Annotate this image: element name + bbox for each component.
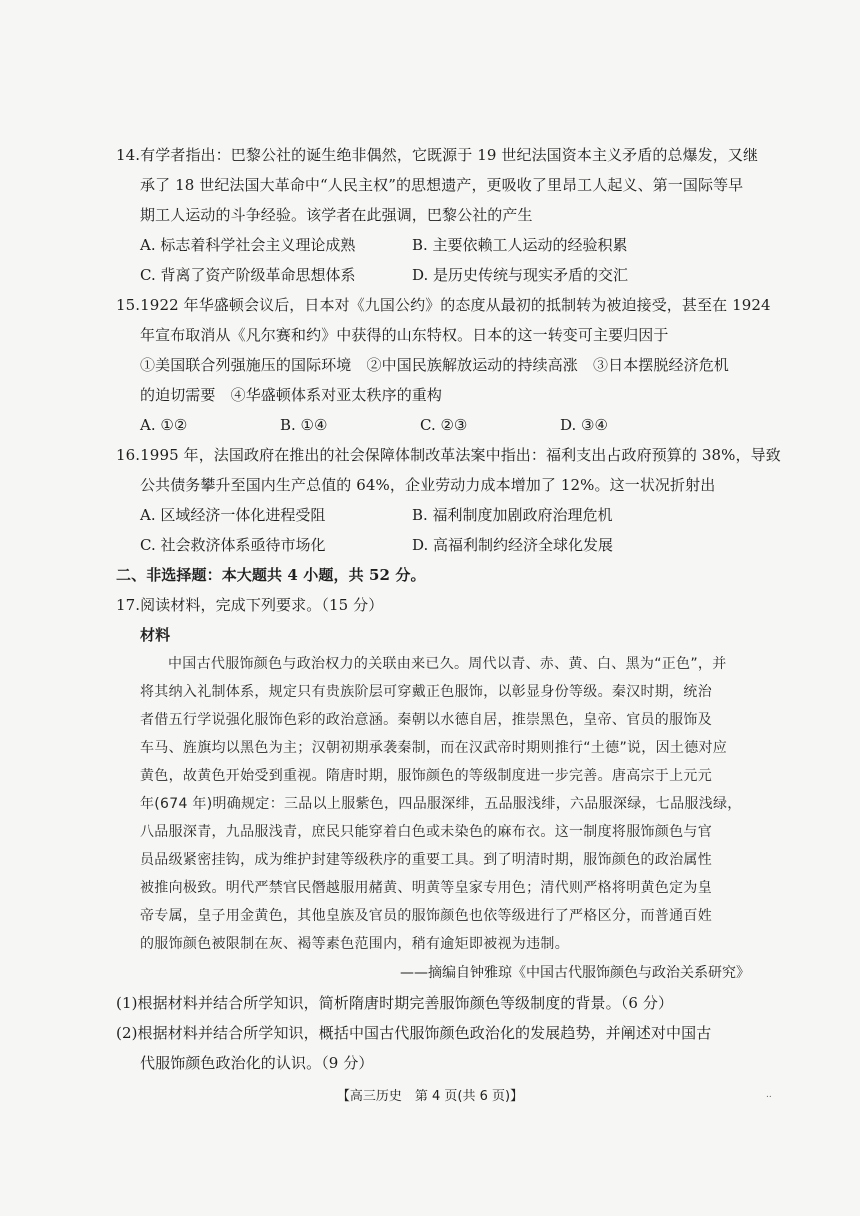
- material-label: 材料: [140, 626, 171, 644]
- question-14: [116, 140, 759, 290]
- sub-question-1: (1)根据材料并结合所学知识，简析隋唐时期完善服饰颜色等级制度的背景。（6 分）: [116, 994, 674, 1012]
- option-d: D. 是历史传统与现实矛盾的交汇: [412, 266, 629, 284]
- question-15-items-line: ①美国联合列强施压的国际环境 ②中国民族解放运动的持续高涨 ③日本摆脱经济危机: [140, 356, 729, 374]
- question-17-title: 17.阅读材料，完成下列要求。（15 分）: [116, 596, 384, 614]
- material-line: 黄色，故黄色开始受到重视。隋唐时期，服饰颜色的等级制度进一步完善。唐高宗于上元元: [140, 768, 712, 784]
- question-17: [116, 590, 756, 1078]
- material-line: 将其纳入礼制体系，规定只有贵族阶层可穿戴正色服饰，以彰显身份等级。秦汉时期，统治: [140, 684, 712, 700]
- question-16: [116, 440, 781, 560]
- corner-mark: ..: [766, 1090, 772, 1100]
- option-a: A. 标志着科学社会主义理论成熟: [140, 236, 356, 254]
- question-14-options-row: [116, 230, 756, 260]
- material-line: 中国古代服饰颜色与政治权力的关联由来已久。周代以青、赤、黄、白、黑为“正色”，并: [168, 656, 727, 672]
- question-14-stem-line: 14.有学者指出：巴黎公社的诞生绝非偶然，它既源于 19 世纪法国资本主义矛盾的总爆发，又继: [116, 146, 759, 164]
- material-line: 的服饰颜色被限制在灰、褐等素色范围内，稍有逾矩即被视为违制。: [140, 936, 569, 952]
- material-line: 者借五行学说强化服饰色彩的政治意涵。秦朝以水德自居，推崇黑色，皇帝、官员的服饰及: [140, 712, 712, 728]
- option-b: B. ①④: [280, 416, 328, 434]
- question-15-items-line: 的迫切需要 ④华盛顿体系对亚太秩序的重构: [140, 386, 443, 404]
- option-d: D. ③④: [560, 416, 608, 434]
- page-content: [116, 140, 781, 1078]
- option-b: B. 福利制度加剧政府治理危机: [412, 506, 613, 524]
- material-line: 员品级紧密挂钩，成为维护封建等级秩序的重要工具。到了明清时期，服饰颜色的政治属性: [140, 852, 712, 868]
- material-line: 帝专属，皇子用金黄色，其他皇族及官员的服饰颜色也依等级进行了严格区分，而普通百姓: [140, 908, 712, 924]
- question-14-stem-line: 承了 18 世纪法国大革命中“人民主权”的思想遗产，更吸收了里昂工人起义、第一国际等早: [140, 176, 744, 194]
- sub-question-2-line: 代服饰颜色政治化的认识。（9 分）: [140, 1054, 374, 1072]
- material-line: 被推向极致。明代严禁官民僭越服用赭黄、明黄等皇家专用色；清代则严格将明黄色定为皇: [140, 880, 712, 896]
- question-15-stem-line: 年宣布取消从《凡尔赛和约》中获得的山东特权。日本的这一转变可主要归因于: [140, 326, 669, 344]
- question-16-options-row: [116, 500, 756, 530]
- option-c: C. ②③: [420, 416, 468, 434]
- option-c: C. 背离了资产阶级革命思想体系: [140, 266, 356, 284]
- question-16-stem-line: 16.1995 年，法国政府在推出的社会保障体制改革法案中指出：福利支出占政府预算的 38%，导致: [116, 446, 781, 464]
- option-a: A. 区域经济一体化进程受阻: [140, 506, 326, 524]
- material-line: 八品服深青，九品服浅青，庶民只能穿着白色或未染色的麻布衣。这一制度将服饰颜色与官: [140, 824, 712, 840]
- question-16-stem-line: 公共债务攀升至国内生产总值的 64%，企业劳动力成本增加了 12%。这一状况折射出: [140, 476, 716, 494]
- question-16-options-row: [116, 530, 756, 560]
- material-source: ——摘编自钟雅琼《中国古代服饰颜色与政治关系研究》: [400, 965, 750, 981]
- sub-question-2-line: (2)根据材料并结合所学知识，概括中国古代服饰颜色政治化的发展趋势，并阐述对中国古: [116, 1024, 712, 1042]
- material-line: 车马、旌旗均以黑色为主；汉朝初期承袭秦制，而在汉武帝时期则推行“土德”说，因土德对应: [140, 740, 728, 756]
- option-d: D. 高福利制约经济全球化发展: [412, 536, 614, 554]
- question-15: [116, 290, 771, 440]
- material-line: 年(674 年)明确规定：三品以上服紫色，四品服深绯，五品服浅绯，六品服深绿，七品服浅绿，: [140, 796, 742, 812]
- page-footer: 【高三历史 第 4 页(共 6 页)】: [336, 1089, 524, 1104]
- question-15-options-row: [116, 410, 756, 440]
- question-14-stem-line: 期工人运动的斗争经验。该学者在此强调，巴黎公社的产生: [140, 206, 533, 224]
- section-heading: 二、非选择题：本大题共 4 小题，共 52 分。: [116, 566, 426, 584]
- question-14-options-row: [116, 260, 756, 290]
- material-passage: [116, 650, 756, 958]
- option-b: B. 主要依赖工人运动的经验积累: [412, 236, 628, 254]
- question-15-stem-line: 15.1922 年华盛顿会议后，日本对《九国公约》的态度从最初的抵制转为被迫接受，甚至在 1924: [116, 296, 771, 314]
- option-c: C. 社会救济体系亟待市场化: [140, 536, 326, 554]
- option-a: A. ①②: [140, 416, 188, 434]
